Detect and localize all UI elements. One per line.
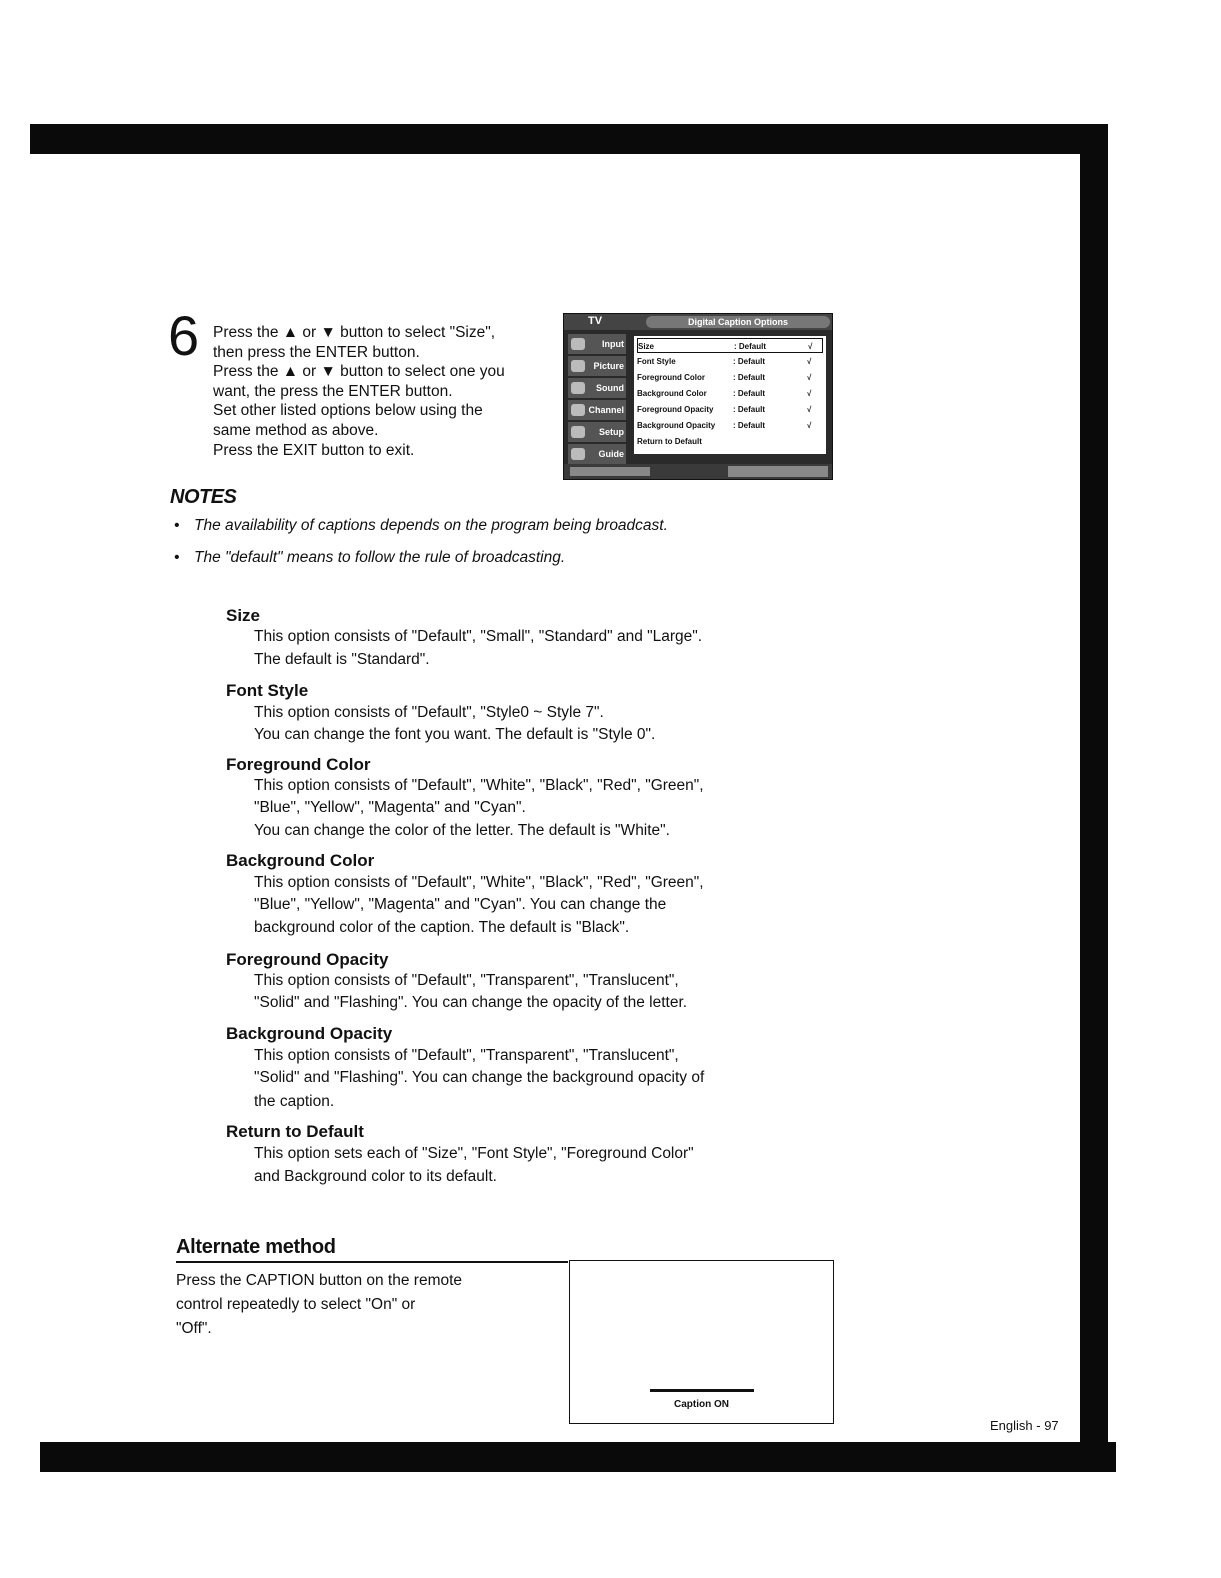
setup-icon xyxy=(571,426,585,438)
option-text: "Solid" and "Flashing". You can change the opacity of the letter. xyxy=(254,994,688,1011)
alternate-text: control repeatedly to select "On" or xyxy=(176,1296,416,1313)
option-text: This option consists of "Default", "Style0 ~ Style 7". xyxy=(254,704,604,721)
option-text: This option consists of "Default", "Transparent", "Translucent", xyxy=(254,1047,679,1064)
sound-icon xyxy=(571,382,585,394)
divider xyxy=(176,1261,568,1263)
osd-sidebar-item-picture: Picture xyxy=(568,356,626,376)
osd-tv-label: TV xyxy=(588,315,603,327)
step-number: 6 xyxy=(168,304,200,367)
osd-row-foreground-opacity: Foreground Opacity : Default √ xyxy=(637,405,812,414)
channel-icon xyxy=(571,404,585,416)
option-text: You can change the color of the letter. The default is "White". xyxy=(254,822,670,839)
option-text: This option consists of "Default", "White", "Black", "Red", "Green", xyxy=(254,777,704,794)
option-text: background color of the caption. The default is "Black". xyxy=(254,919,630,936)
right-black-bar xyxy=(1080,124,1108,1442)
option-text: the caption. xyxy=(254,1093,335,1110)
caption-bar xyxy=(650,1389,754,1392)
osd-footer-hint xyxy=(570,467,650,476)
option-text: "Solid" and "Flashing". You can change the background opacity of xyxy=(254,1069,705,1086)
step-line: same method as above. xyxy=(213,421,379,439)
caption-screen-illustration xyxy=(569,1260,834,1424)
option-heading-foreground-color: Foreground Color xyxy=(226,755,371,774)
option-text: This option consists of "Default", "White", "Black", "Red", "Green", xyxy=(254,874,704,891)
notes-title: NOTES xyxy=(170,486,237,508)
option-heading-foreground-opacity: Foreground Opacity xyxy=(226,950,389,969)
osd-sidebar-item-setup: Setup xyxy=(568,422,626,442)
note-item: • The availability of captions depends on the program being broadcast. xyxy=(174,517,668,534)
osd-row-foreground-color: Foreground Color : Default √ xyxy=(637,373,812,382)
osd-sidebar-item-guide: Guide xyxy=(568,444,626,464)
osd-row-background-color: Background Color : Default √ xyxy=(637,389,812,398)
step-line: Press the ▲ or ▼ button to select "Size", xyxy=(213,324,496,341)
alternate-text: "Off". xyxy=(176,1320,212,1337)
option-text: "Blue", "Yellow", "Magenta" and "Cyan". You can change the xyxy=(254,896,667,913)
tv-menu-screenshot xyxy=(563,313,833,480)
osd-sidebar-item-sound: Sound xyxy=(568,378,626,398)
option-heading-font-style: Font Style xyxy=(226,681,309,700)
osd-footer xyxy=(564,464,832,479)
osd-row-return-to-default: Return to Default xyxy=(637,437,702,446)
osd-footer-buttons xyxy=(728,466,828,477)
guide-icon xyxy=(571,448,585,460)
option-text: and Background color to its default. xyxy=(254,1168,497,1185)
step-line: Press the EXIT button to exit. xyxy=(213,441,415,459)
step-line: Press the ▲ or ▼ button to select one you xyxy=(213,363,505,381)
alternate-method-title: Alternate method xyxy=(176,1236,336,1258)
step-line: want, the press the ENTER button. xyxy=(213,382,453,400)
page-number: English - 97 xyxy=(990,1418,1059,1433)
step-instructions xyxy=(213,323,563,460)
osd-sidebar-item-input: Input xyxy=(568,334,626,354)
osd-option-list xyxy=(634,336,826,454)
caption-on-label: Caption ON xyxy=(674,1399,729,1410)
option-text: "Blue", "Yellow", "Magenta" and "Cyan". xyxy=(254,799,526,816)
top-black-bar xyxy=(30,124,1096,154)
osd-row-background-opacity: Background Opacity : Default √ xyxy=(637,421,812,430)
option-heading-background-opacity: Background Opacity xyxy=(226,1024,393,1043)
note-item: • The "default" means to follow the rule of broadcasting. xyxy=(174,549,566,566)
osd-title: Digital Caption Options xyxy=(646,316,830,328)
bullet-icon: • xyxy=(174,517,180,534)
osd-header xyxy=(564,314,832,330)
osd-row-size: Size : Default √ xyxy=(637,338,823,353)
bottom-black-bar xyxy=(40,1442,1116,1472)
option-text: The default is "Standard". xyxy=(254,651,430,668)
picture-icon xyxy=(571,360,585,372)
step-line: Set other listed options below using the xyxy=(213,402,483,420)
option-text: This option consists of "Default", "Small", "Standard" and "Large". xyxy=(254,628,703,645)
option-heading-size: Size xyxy=(226,606,261,625)
option-text: This option consists of "Default", "Transparent", "Translucent", xyxy=(254,972,679,989)
option-text: This option sets each of "Size", "Font Style", "Foreground Color" xyxy=(254,1145,694,1162)
alternate-text: Press the CAPTION button on the remote xyxy=(176,1272,463,1289)
input-icon xyxy=(571,338,585,350)
option-heading-return-to-default: Return to Default xyxy=(226,1122,364,1141)
bullet-icon: • xyxy=(174,549,180,566)
osd-sidebar xyxy=(564,330,628,468)
option-text: You can change the font you want. The default is "Style 0". xyxy=(254,726,656,743)
step-line: then press the ENTER button. xyxy=(213,343,420,361)
osd-sidebar-item-channel: Channel xyxy=(568,400,626,420)
osd-row-font-style: Font Style : Default √ xyxy=(637,357,812,366)
option-heading-background-color: Background Color xyxy=(226,851,375,870)
